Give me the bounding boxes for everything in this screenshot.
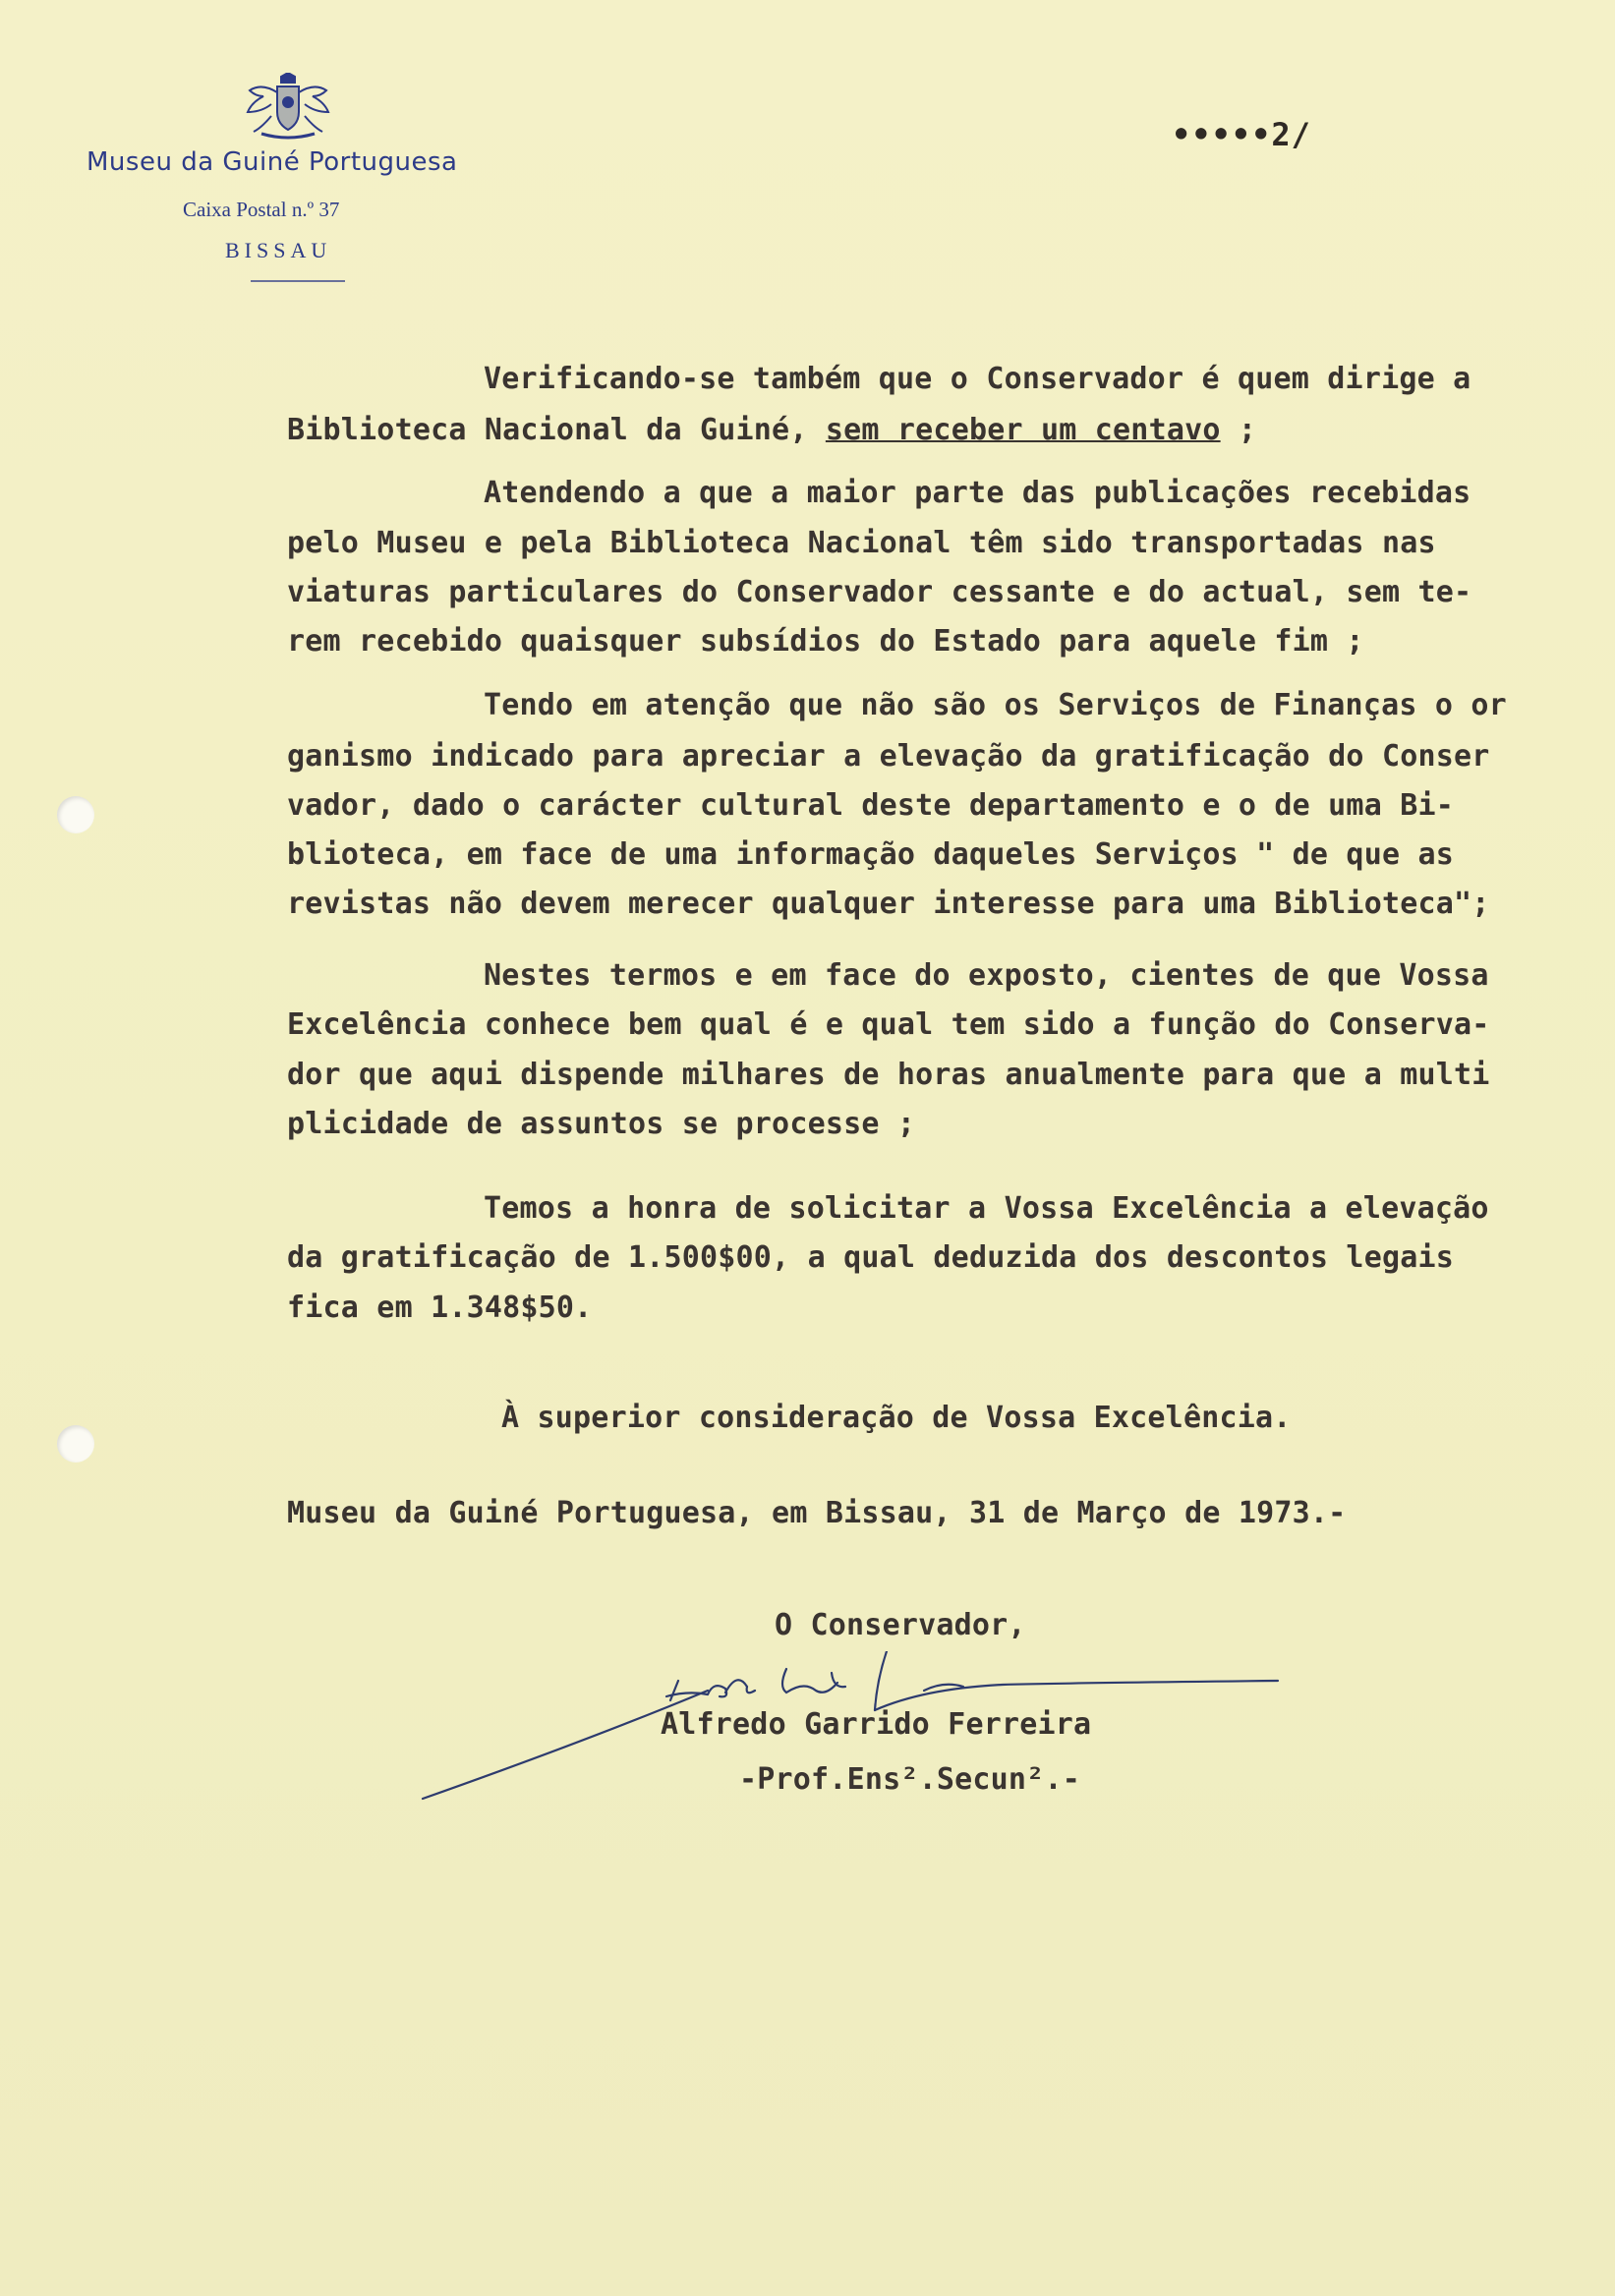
letterhead-rule bbox=[251, 280, 345, 282]
body-line: fica em 1.348$50. bbox=[287, 1291, 593, 1325]
body-line-segment: ; bbox=[1220, 413, 1257, 447]
postal-address: Caixa Postal n.º 37 bbox=[183, 198, 340, 221]
underlined-phrase: sem receber um centavo bbox=[825, 413, 1221, 447]
signatory-title: O Conservador, bbox=[775, 1608, 1026, 1642]
body-line: viaturas particulares do Conservador cessante e do actual, sem te- bbox=[287, 575, 1472, 609]
city-name: BISSAU bbox=[225, 238, 332, 262]
page-number: •••••2/ bbox=[1172, 116, 1311, 153]
body-line: Nestes termos e em face do exposto, cientes de que Vossa bbox=[484, 958, 1489, 993]
body-line: Excelência conhece bem qual é e qual tem sido a função do Conserva- bbox=[287, 1007, 1490, 1042]
body-line: plicidade de assuntos se processe ; bbox=[287, 1107, 916, 1141]
body-line: vador, dado o carácter cultural deste departamento e o de uma Bi- bbox=[287, 788, 1454, 823]
body-line: Atendendo a que a maior parte das publicações recebidas bbox=[484, 476, 1471, 510]
body-line: revistas não devem merecer qualquer interesse para uma Biblioteca"; bbox=[287, 887, 1490, 921]
body-line: rem recebido quaisquer subsídios do Estado para aquele fim ; bbox=[287, 624, 1364, 659]
signatory-role: -Prof.Ens².Secun².- bbox=[739, 1762, 1080, 1797]
body-line: Temos a honra de solicitar a Vossa Excelência a elevação bbox=[484, 1191, 1489, 1226]
handwritten-signature bbox=[413, 1651, 1298, 1808]
body-line: blioteca, em face de uma informação daqueles Serviços " de que as bbox=[287, 837, 1454, 872]
body-line: Verificando-se também que o Conservador é quem dirige a bbox=[484, 362, 1471, 396]
body-line-segment: Biblioteca Nacional da Guiné, bbox=[287, 413, 826, 447]
coat-of-arms-icon bbox=[242, 73, 334, 142]
punch-hole-top bbox=[57, 796, 94, 833]
body-line: Tendo em atenção que não são os Serviços de Finanças o or bbox=[484, 688, 1507, 722]
signatory-name: Alfredo Garrido Ferreira bbox=[661, 1707, 1092, 1742]
closing-line: À superior consideração de Vossa Excelência. bbox=[501, 1401, 1292, 1435]
body-line: da gratificação de 1.500$00, a qual deduzida dos descontos legais bbox=[287, 1240, 1454, 1275]
body-line: pelo Museu e pela Biblioteca Nacional têm sido transportadas nas bbox=[287, 526, 1436, 560]
body-line: ganismo indicado para apreciar a elevação da gratificação do Conser bbox=[287, 739, 1490, 774]
place-date-line: Museu da Guiné Portuguesa, em Bissau, 31 de Março de 1973.- bbox=[287, 1496, 1347, 1530]
body-line: dor que aqui dispende milhares de horas anualmente para que a multi bbox=[287, 1058, 1490, 1092]
punch-hole-bottom bbox=[57, 1425, 94, 1463]
body-line bbox=[287, 413, 1256, 447]
institution-name: Museu da Guiné Portuguesa bbox=[87, 147, 458, 177]
